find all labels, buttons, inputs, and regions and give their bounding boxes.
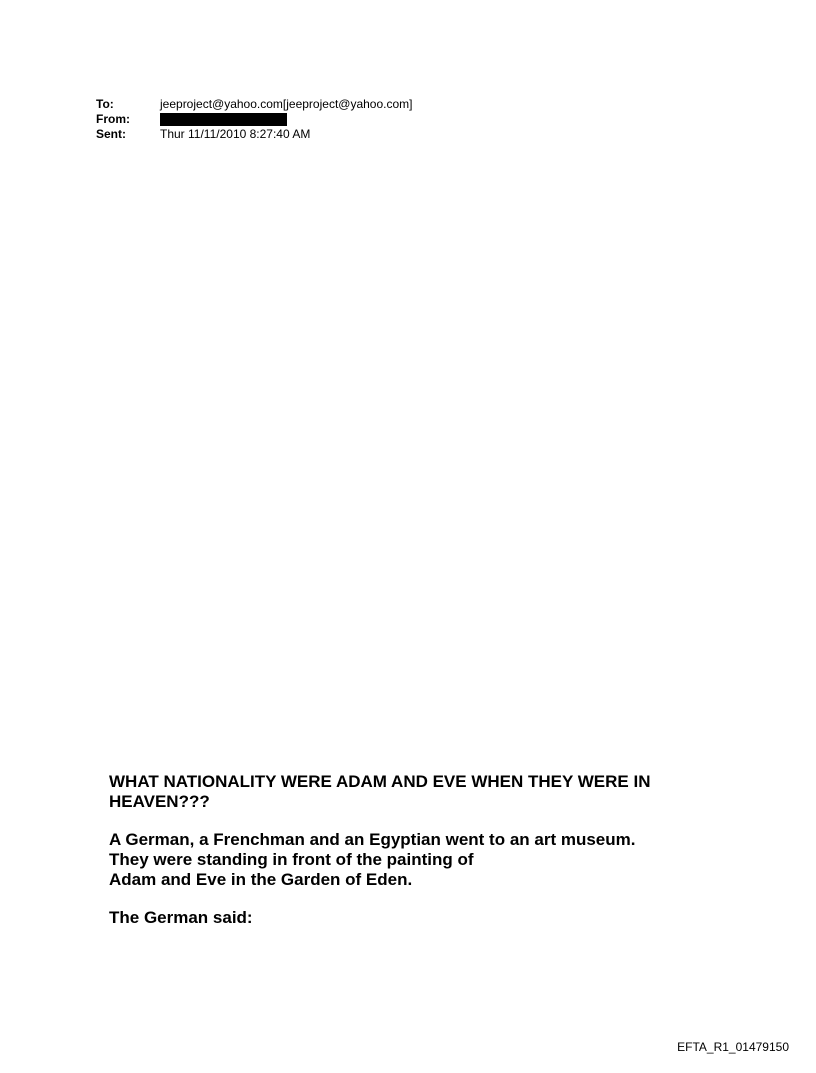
from-label: From: xyxy=(96,112,130,126)
from-value-redacted xyxy=(160,112,287,127)
to-label: To: xyxy=(96,97,114,111)
email-body xyxy=(109,772,749,946)
body-paragraph-2: The German said: xyxy=(109,908,253,927)
bates-number: EFTA_R1_01479150 xyxy=(677,1040,789,1054)
body-title: WHAT NATIONALITY WERE ADAM AND EVE WHEN THEY WERE IN HEAVEN??? xyxy=(109,772,651,811)
to-value: jeeproject@yahoo.com[jeeproject@yahoo.com] xyxy=(160,97,413,111)
redaction-block xyxy=(160,113,287,126)
to-row xyxy=(96,97,413,112)
sent-value: Thur 11/11/2010 8:27:40 AM xyxy=(160,127,311,141)
from-row xyxy=(96,112,413,127)
sent-label: Sent: xyxy=(96,127,126,141)
sent-row xyxy=(96,127,413,142)
body-paragraph-1: A German, a Frenchman and an Egyptian went to an art museum. They were standing in front of the painting of Adam and Eve in the Garden of Eden. xyxy=(109,830,636,889)
email-header xyxy=(96,97,413,142)
